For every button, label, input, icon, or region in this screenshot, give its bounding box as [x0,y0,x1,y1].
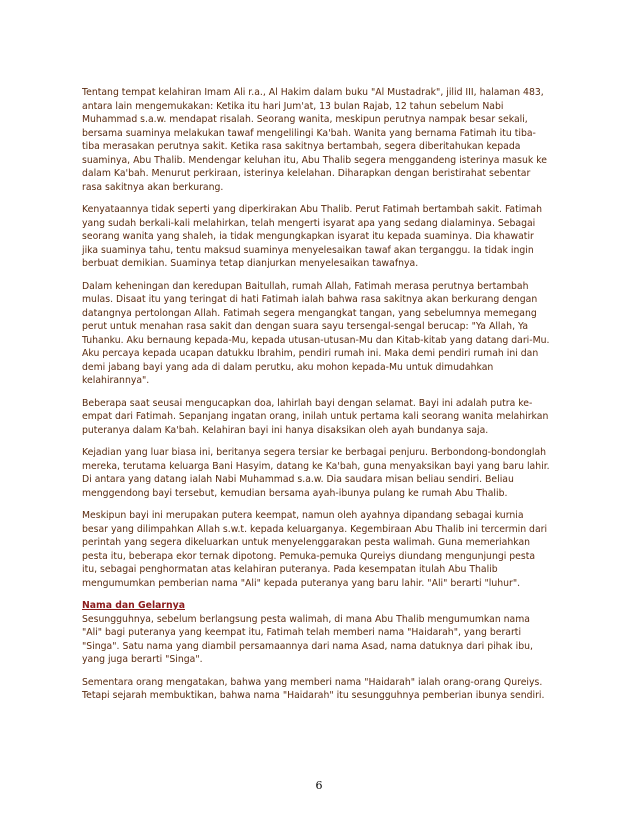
paragraph-news: Kejadian yang luar biasa ini, beritanya segera tersiar ke berbagai penjuru. Berbondong-bondonglah mereka, terutama keluarga Bani Hasyim, datang ke Ka'bah, guna menyaksikan bayi yang baru lahir. Di antara yang datang ialah Nabi Muhammad s.a.w. Dia saudara misan beliau sendiri. Beliau menggendong bayi tersebut, kemudian bersama ayah-ibunya pulang ke rumah Abu Thalib. [82,447,550,499]
page-body [82,86,552,712]
paragraph-haidarah: Sesungguhnya, sebelum berlangsung pesta walimah, di mana Abu Thalib mengumumkan nama "Ali" bagi puteranya yang keempat itu, Fatimah telah memberi nama "Haidarah", yang berarti "Singa". Satu nama yang diambil persamaannya dari nama Asad, nama datuknya dari pihak ibu, yang juga berarti "Singa". [82,613,533,665]
paragraph-qureiys: Sementara orang mengatakan, bahwa yang memberi nama "Haidarah" ialah orang-orang Qureiys. Tetapi sejarah membuktikan, bahwa nama "Haidarah" itu sesungguhnya pemberian ibunya sendiri. [82,676,545,701]
paragraph-birth: Beberapa saat seusai mengucapkan doa, lahirlah bayi dengan selamat. Bayi ini adalah putra ke-empat dari Fatimah. Sepanjang ingatan orang, inilah untuk pertama kali seorang wanita melahirkan puteranya dalam Ka'bah. Kelahiran bayi ini hanya disaksikan oleh ayah bundanya saja. [82,397,549,436]
section-heading: Nama dan Gelarnya [82,600,185,611]
paragraph-celebration: Meskipun bayi ini merupakan putera keempat, namun oleh ayahnya dipandang sebagai kurnia besar yang dilimpahkan Allah s.w.t. kepada keluarganya. Kegembiraan Abu Thalib ini tercermin dari perintah yang segera dikeluarkan untuk menyelenggarakan pesta walimah. Guna memeriahkan pesta itu, beberapa ekor ternak dipotong. Pemuka-pemuka Qureiys diundang mengunjungi pesta itu, sebagai penghormatan atas kelahiran puteranya. Pada kesempatan itulah Abu Thalib mengumumkan pemberian nama "Ali" kepada puteranya yang baru lahir. "Ali" berarti "luhur". [82,510,548,589]
paragraph-birthplace: Tentang tempat kelahiran Imam Ali r.a., Al Hakim dalam buku "Al Mustadrak", jilid III, halaman 483, antara lain mengemukakan: Ketika itu hari Jum'at, 13 bulan Rajab, 12 tahun sebelum Nabi Muhammad s.a.w. mendapat risalah. Seorang wanita, meskipun perutnya nampak besar sekali, bersama suaminya melakukan tawaf mengelilingi Ka'bah. Wanita yang bernama Fatimah itu tiba-tiba merasakan perutnya sakit. Ketika rasa sakitnya bertambah, segera diberitahukan kepada suaminya, Abu Thalib. Mendengar keluhan itu, Abu Thalib segera menggandeng isterinya masuk ke dalam Ka'bah. Menurut perkiraan, isterinya kelelahan. Diharapkan dengan beristirahat sebentar rasa sakitnya akan berkurang. [82,87,547,193]
paragraph-reality: Kenyataannya tidak seperti yang diperkirakan Abu Thalib. Perut Fatimah bertambah sakit. Fatimah yang sudah berkali-kali melahirkan, telah mengerti isyarat apa yang sedang dialaminya. Sebagai seorang wanita yang shaleh, ia tidak mengungkapkan isyarat itu kepada suaminya. Dia khawatir jika suaminya tahu, tentu maksud suaminya menyelesaikan tawaf akan terganggu. Ia tidak ingin berbuat demikian. Suaminya tetap dianjurkan menyelesaikan tawafnya. [82,204,543,269]
paragraph-prayer: Dalam keheningan dan keredupan Baitullah, rumah Allah, Fatimah merasa perutnya bertambah mulas. Disaat itu yang teringat di hati Fatimah ialah bahwa rasa sakitnya akan berkurang dengan datangnya pertolongan Allah. Fatimah segera mengangkat tangan, yang sebelumnya memegang perut untuk menahan rasa sakit dan dengan suara sayu tersengal-sengal berucap: "Ya Allah, Ya Tuhanku. Aku bernaung kepada-Mu, kepada utusan-utusan-Mu dan Kitab-kitab yang datang dari-Mu. Aku percaya kepada ucapan datukku Ibrahim, pendiri rumah ini. Maka demi pendiri rumah ini dan demi jabang bayi yang ada di dalam perutku, aku mohon kepada-Mu untuk dimudahkan kelahirannya". [82,280,550,386]
page-number: 6 [315,779,323,792]
